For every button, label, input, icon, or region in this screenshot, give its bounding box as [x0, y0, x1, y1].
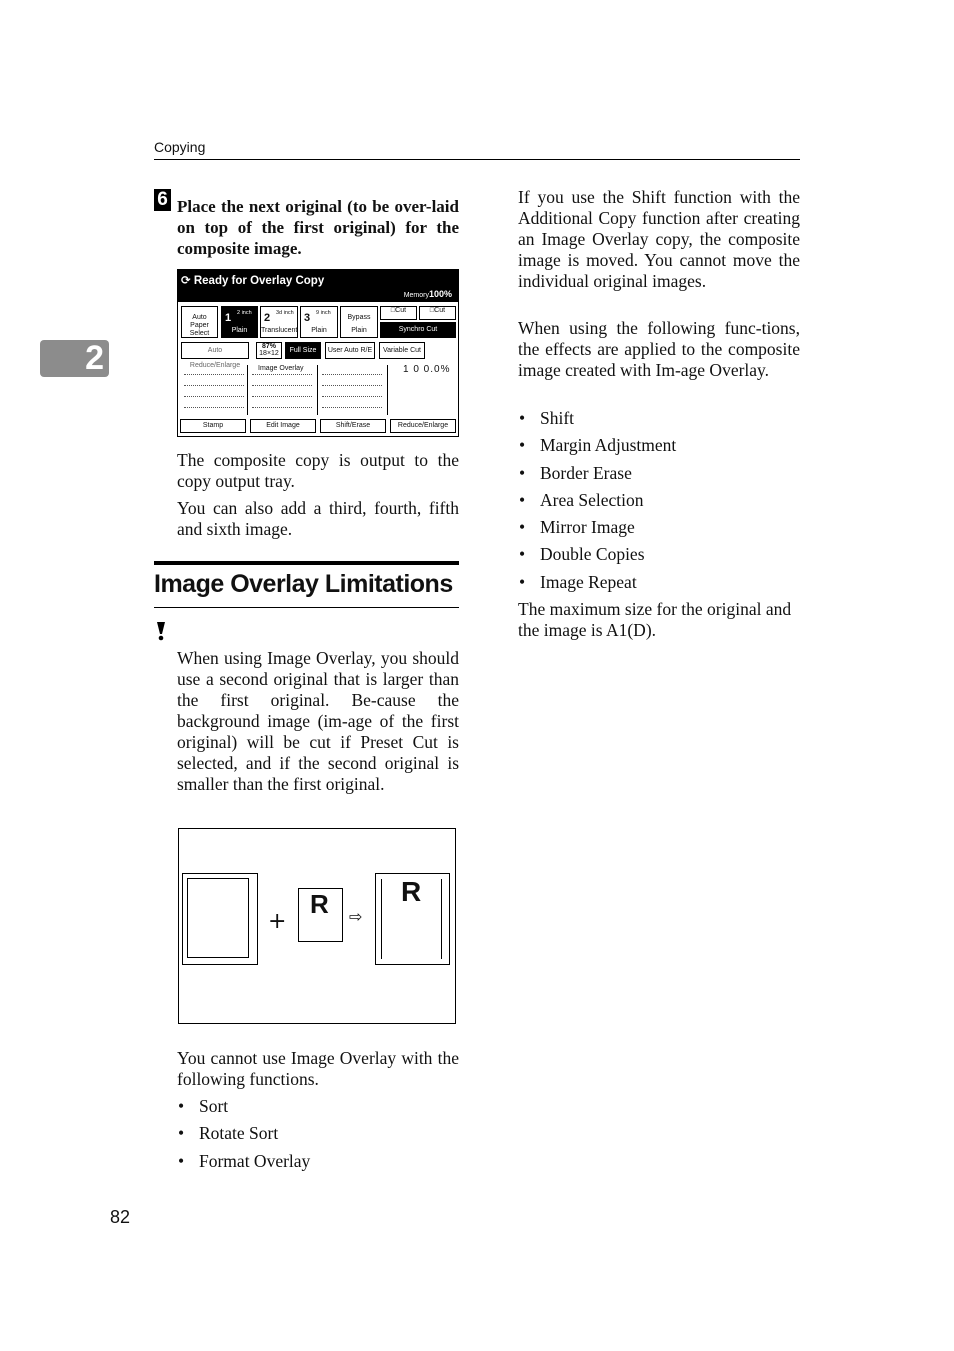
first-original-inner [187, 878, 249, 958]
chapter-tab: 2 [40, 340, 109, 377]
lcd-memory: Memory100% [403, 289, 452, 299]
auto-paper-select-key[interactable]: Auto Paper Select [181, 306, 218, 338]
full-size-key[interactable]: Full Size [285, 342, 321, 359]
overlay-size-diagram [178, 828, 456, 1024]
auto-reduce-enlarge-key[interactable]: Auto Reduce/Enlarge [181, 342, 249, 359]
image-overlay-label: Image Overlay [258, 365, 304, 372]
list-item: • Sort [177, 1096, 459, 1123]
paragraph-output: The composite copy is output to the copy output tray. [177, 450, 459, 491]
cut-key-1[interactable]: □Cut [380, 306, 417, 320]
ratio-key[interactable]: 87% 18×12 [256, 342, 282, 359]
sheet-icon: □ [429, 307, 435, 314]
letter-r-small: R [310, 889, 329, 919]
header-rule [154, 159, 800, 160]
sheet-icon: □ [390, 307, 396, 314]
variable-cut-key[interactable]: Variable Cut [379, 342, 425, 359]
max-size-paragraph: The maximum size for the original and the image is A1(D). [518, 599, 792, 640]
tray-1-key[interactable]: 1 2 inch Plain [221, 306, 258, 338]
tray-3-key[interactable]: 3 9 inch Plain [300, 306, 338, 338]
section-title: Image Overlay Limitations [154, 570, 453, 598]
caution-text: When using Image Overlay, you should use a second original that is larger than the first original. Be-cause the background image (im-age of the first original) will be cut if Preset Cut is selected, and if the second original is smaller than the first original. [177, 648, 459, 794]
list-item: • Image Repeat [518, 572, 800, 599]
page-number: 82 [110, 1207, 131, 1227]
step-number: 6 [154, 189, 171, 211]
dotted-line [184, 407, 244, 408]
refresh-icon: ⟳ [181, 275, 191, 287]
list-item: • Area Selection [518, 490, 800, 517]
step-text: Place the next original (to be over-laid on top of the first original) for the composite image. [177, 197, 459, 258]
dotted-line [322, 396, 382, 397]
cut-edge-right [441, 879, 442, 959]
list-item: • Double Copies [518, 544, 800, 571]
cut-key-2[interactable]: □Cut [419, 306, 456, 320]
user-auto-re-key[interactable]: User Auto R/E [325, 342, 375, 359]
lcd-title: ⟳ Ready for Overlay Copy [181, 275, 325, 287]
list-item: • Rotate Sort [177, 1123, 459, 1150]
section-rule-top [154, 561, 459, 565]
plus-sign: + [268, 909, 287, 934]
dotted-line [322, 407, 382, 408]
lcd-status-bar [178, 270, 458, 302]
applied-functions-list [518, 408, 800, 599]
dotted-line [184, 396, 244, 397]
cannot-use-list [177, 1096, 459, 1178]
applied-functions-intro: When using the following func-tions, the effects are applied to the composite image created with Im-age Overlay. [518, 318, 800, 380]
status-divider-3 [387, 365, 388, 415]
reduce-enlarge-key[interactable]: Reduce/Enlarge [390, 419, 456, 433]
list-item: • Border Erase [518, 463, 800, 490]
cut-edge-left [381, 879, 382, 959]
list-item: • Shift [518, 408, 800, 435]
tray-2-key[interactable]: 2 3d inch Translucent [260, 306, 298, 338]
status-divider-2 [317, 365, 318, 415]
result-arrow-icon: ⇨ [349, 907, 363, 926]
stamp-key[interactable]: Stamp [180, 419, 246, 433]
first-original-sheet [182, 873, 258, 965]
dotted-line [252, 396, 312, 397]
dotted-line [184, 374, 244, 375]
shift-note-paragraph: If you use the Shift function with the Additional Copy function after creating an Image Overlay copy, the composite image is moved. You cannot move the individual original images. [518, 187, 800, 291]
list-item: • Mirror Image [518, 517, 800, 544]
exclamation-icon [154, 621, 168, 641]
running-header: Copying [154, 139, 206, 155]
dotted-line [252, 374, 312, 375]
cannot-use-intro: You cannot use Image Overlay with the following functions. [177, 1048, 459, 1089]
copy-percent: 1 0 0.0% [403, 364, 451, 375]
second-original-sheet [298, 888, 343, 942]
dotted-line [252, 385, 312, 386]
list-item: • Margin Adjustment [518, 435, 800, 462]
composite-result-sheet [375, 873, 450, 965]
letter-r-large: R [401, 876, 422, 907]
dotted-line [252, 407, 312, 408]
section-rule-bottom [154, 607, 459, 608]
synchro-cut-key[interactable]: Synchro Cut [380, 322, 456, 338]
lcd-panel [177, 269, 459, 437]
status-divider-1 [247, 365, 248, 415]
list-item: • Format Overlay [177, 1151, 459, 1178]
dotted-line [184, 385, 244, 386]
edit-image-key[interactable]: Edit Image [250, 419, 316, 433]
paragraph-additional: You can also add a third, fourth, fifth and sixth image. [177, 498, 459, 539]
dotted-line [322, 385, 382, 386]
dotted-line [322, 374, 382, 375]
bypass-key[interactable]: Bypass Plain [340, 306, 378, 338]
shift-erase-key[interactable]: Shift/Erase [320, 419, 386, 433]
